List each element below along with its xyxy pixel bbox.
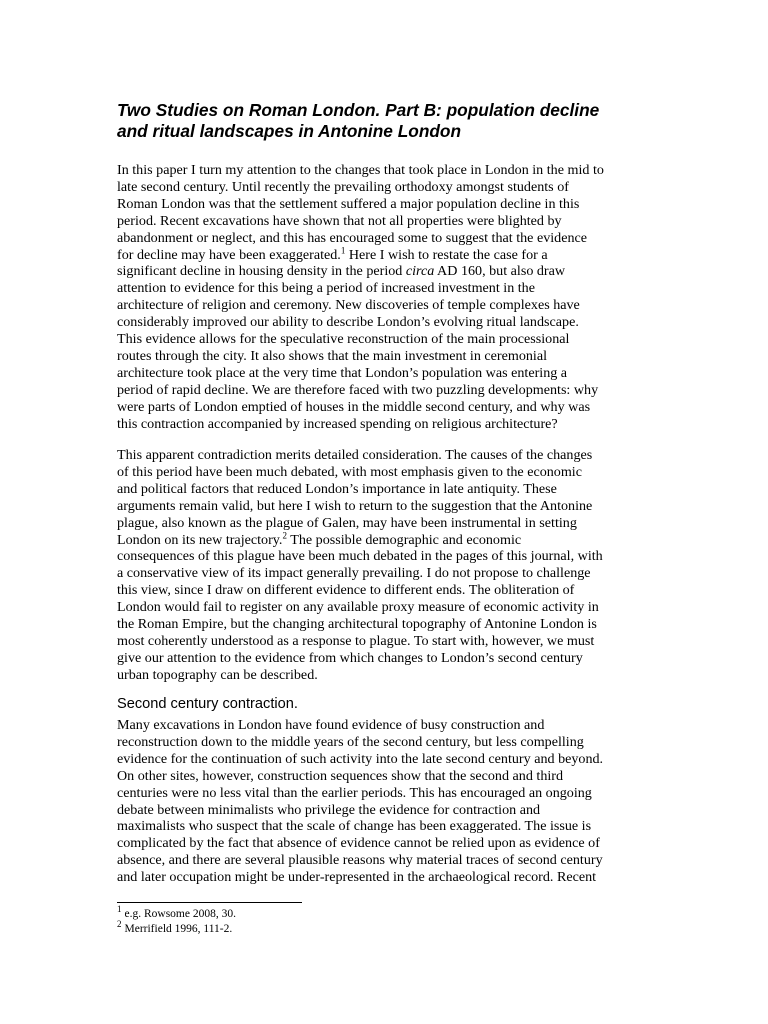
footnotes bbox=[117, 904, 236, 937]
text-fragment: London on its new trajectory. bbox=[117, 531, 283, 548]
text-line: were parts of London emptied of houses in the middle second century, and why was bbox=[117, 398, 591, 415]
text-line: evidence for the continuation of such activity into the late second century and beyond. bbox=[117, 750, 604, 767]
footnote-ref-2[interactable]: 2 bbox=[282, 529, 287, 540]
footnote-text: Merrifield 1996, 111-2. bbox=[124, 923, 233, 935]
text-line: plague, also known as the plague of Galen, may have been instrumental in setting bbox=[117, 514, 577, 531]
footnote-text: e.g. Rowsome 2008, 30. bbox=[124, 908, 236, 920]
footnote-divider bbox=[117, 902, 302, 903]
text-line bbox=[117, 244, 657, 264]
text-line: This evidence allows for the speculative reconstruction of the main processional bbox=[117, 331, 570, 348]
text-line: urban topography can be described. bbox=[117, 666, 318, 683]
text-line: considerably improved our ability to describe London’s evolving ritual landscape. bbox=[117, 314, 579, 331]
text-line: London would fail to register on any available proxy measure of economic activity in bbox=[117, 599, 599, 616]
text-fragment: AD 160, but also draw bbox=[434, 263, 566, 280]
text-line: debate between minimalists who privilege the evidence for contraction and bbox=[117, 801, 541, 818]
text-line bbox=[117, 529, 657, 549]
text-line: reconstruction down to the middle years of the second century, but less compelling bbox=[117, 733, 584, 750]
text-line: attention to evidence for this being a period of increased investment in the bbox=[117, 280, 535, 297]
footnote-2 bbox=[117, 919, 236, 937]
text-line: most coherently understood as a response to plague. To start with, however, we must bbox=[117, 632, 595, 649]
text-line bbox=[117, 263, 657, 280]
text-line: late second century. Until recently the prevailing orthodoxy amongst students of bbox=[117, 178, 569, 195]
text-line: routes through the city. It also shows that the main investment in ceremonial bbox=[117, 347, 548, 364]
text-line: maximalists who suspect that the scale of change has been exaggerated. The issue is bbox=[117, 818, 592, 835]
text-line: arguments remain valid, but here I wish to return to the suggestion that the Antonine bbox=[117, 497, 593, 514]
text-line: and later occupation might be under-represented in the archaeological record. Recent bbox=[117, 869, 597, 886]
italic-term: circa bbox=[405, 263, 435, 280]
contradiction-paragraph bbox=[117, 447, 657, 684]
text-line: absence, and there are several plausible reasons why material traces of second century bbox=[117, 852, 603, 869]
text-line: architecture took place at the very time that London’s population was entering a bbox=[117, 364, 568, 381]
text-line: period of rapid decline. We are therefore faced with two puzzling developments: why bbox=[117, 381, 599, 398]
intro-paragraph bbox=[117, 162, 657, 433]
text-line: On other sites, however, construction sequences show that the second and third bbox=[117, 767, 564, 784]
text-line: and political factors that reduced London’s importance in late antiquity. These bbox=[117, 480, 557, 497]
footnote-1 bbox=[117, 904, 236, 922]
text-line: Many excavations in London have found evidence of busy construction and bbox=[117, 717, 545, 733]
text-line: centuries were no less vital than the earlier periods. This has encouraged an ongoing bbox=[117, 784, 592, 801]
text-fragment: Here I wish to restate the case for a bbox=[345, 246, 548, 263]
text-line: This apparent contradiction merits detailed consideration. The causes of the changes bbox=[117, 447, 593, 463]
text-line: architecture of religion and ceremony. New discoveries of temple complexes have bbox=[117, 297, 580, 314]
text-line: this contraction accompanied by increased spending on religious architecture? bbox=[117, 415, 558, 432]
section-heading: Second century contraction. bbox=[117, 696, 298, 712]
text-fragment: significant decline in housing density in the period bbox=[117, 263, 406, 280]
text-line: complicated by the fact that absence of evidence cannot be relied upon as evidence of bbox=[117, 835, 600, 852]
text-fragment: for decline may have been exaggerated. bbox=[117, 246, 341, 263]
text-line: abandonment or neglect, and this has encouraged some to suggest that the evidence bbox=[117, 229, 588, 246]
text-line: consequences of this plague have been much debated in the pages of this journal, with bbox=[117, 548, 603, 565]
contraction-paragraph bbox=[117, 717, 657, 886]
text-fragment: The possible demographic and economic bbox=[286, 531, 522, 548]
footnote-ref-1[interactable]: 1 bbox=[340, 244, 346, 255]
footnote-number: 2 bbox=[117, 919, 122, 930]
text-line: In this paper I turn my attention to the changes that took place in London in the mid to bbox=[117, 162, 604, 178]
title-line-1: Two Studies on Roman London. Part B: population decline bbox=[117, 100, 600, 120]
text-line: a conservative view of its impact generally prevailing. I do not propose to challenge bbox=[117, 565, 591, 582]
text-line: of this period have been much debated, with most emphasis given to the economic bbox=[117, 463, 582, 480]
paper-title bbox=[117, 100, 657, 142]
text-line: the Roman Empire, but the changing architectural topography of Antonine London is bbox=[117, 616, 597, 633]
text-line: period. Recent excavations have shown that not all properties were blighted by bbox=[117, 212, 562, 229]
text-line: this view, since I draw on different evidence to different ends. The obliteration of bbox=[117, 582, 575, 599]
title-line-2: and ritual landscapes in Antonine London bbox=[117, 121, 462, 141]
text-line: give our attention to the evidence from which changes to London’s second century bbox=[117, 649, 583, 666]
text-line: Roman London was that the settlement suffered a major population decline in this bbox=[117, 195, 580, 212]
footnote-number: 1 bbox=[117, 904, 122, 915]
